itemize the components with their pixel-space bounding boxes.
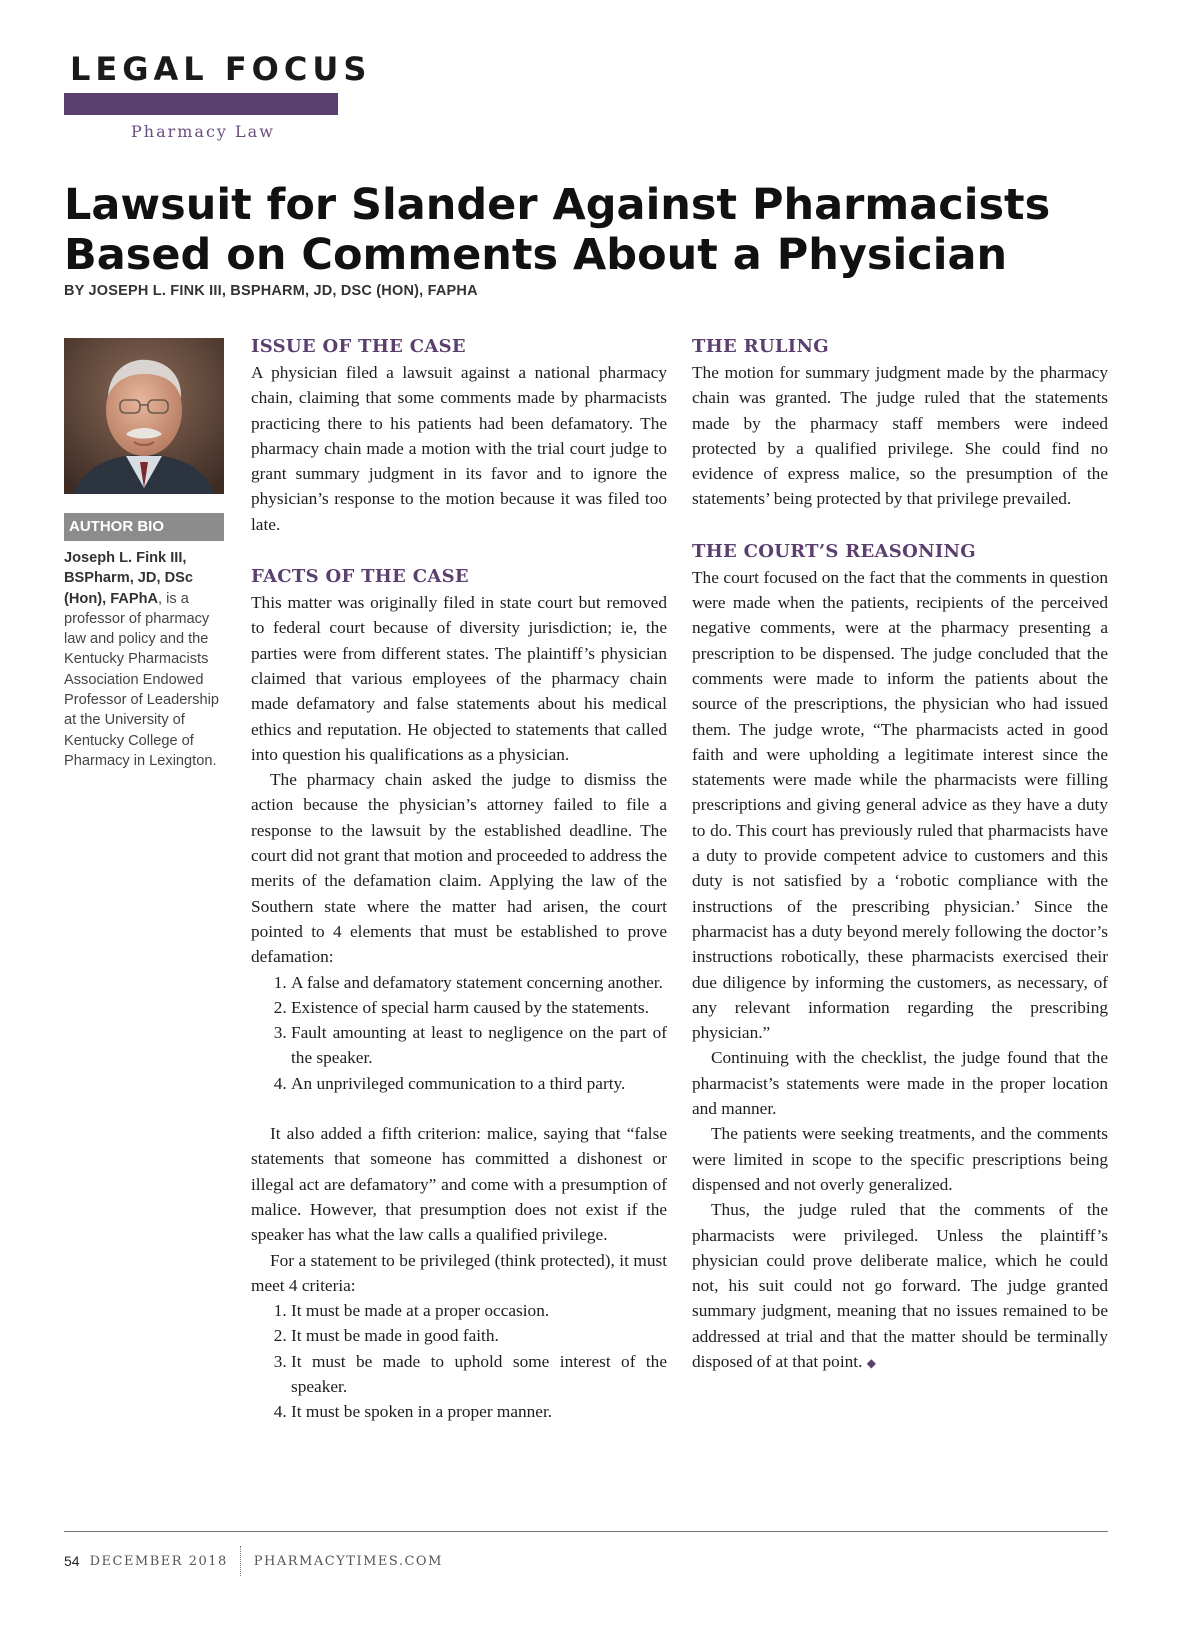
facts-heading: FACTS OF THE CASE: [251, 566, 469, 588]
reasoning-paragraph-2: Continuing with the checklist, the judge found that the pharmacist’s statements were made in the proper location and manner.: [692, 1048, 1108, 1119]
ruling-paragraph: The motion for summary judgment made by the pharmacy chain was granted. The judge ruled that the statements made by the pharmacy staff members were indeed protected by a qualified privilege. She could find no evidence of express malice, so the presumption of the statements’ being protected by that privilege prevailed.: [692, 363, 1108, 509]
author-photo: [64, 338, 224, 494]
list-item: 2. It must be made in good faith.: [291, 1323, 667, 1348]
reasoning-paragraph-4-text: Thus, the judge ruled that the comments of the pharmacists were privileged. Unless the plaintiff’s physician could prove deliberate malice, which he could not, his suit could not go forward. The judge granted summary judgment, meaning that no issues remained to be addressed at trial and that the matter should be terminally disposed of at that point.: [692, 1200, 1108, 1371]
list-item: 4. An unprivileged communication to a third party.: [291, 1071, 667, 1096]
list-item: 2. Existence of special harm caused by the statements.: [291, 995, 667, 1020]
list-item: 3. Fault amounting at least to negligence on the part of the speaker.: [291, 1020, 667, 1071]
defamation-elements-list: [251, 970, 667, 1096]
footer-rule: [64, 1531, 1108, 1532]
author-bio-heading: AUTHOR BIO: [64, 513, 224, 541]
facts-paragraph-4: For a statement to be privileged (think protected), it must meet 4 criteria:: [251, 1250, 667, 1295]
issue-paragraph: A physician filed a lawsuit against a national pharmacy chain, claiming that some comments made by pharmacists practicing there to his patients had been defamatory. The pharmacy chain made a motion with the trial court judge to grant summary judgment in its favor and to ignore the physician’s response to the motion because it was filed too late.: [251, 363, 667, 534]
issue-heading: ISSUE OF THE CASE: [251, 336, 466, 357]
article-title: Lawsuit for Slander Against Pharmacists Based on Comments About a Physician: [64, 180, 1051, 280]
privilege-criteria-list: [251, 1298, 667, 1424]
issue-date: DECEMBER 2018: [89, 1553, 228, 1569]
list-item: 1. A false and defamatory statement concerning another.: [291, 970, 667, 995]
author-name: Joseph L. Fink III, BSPharm, JD, DSc (Hon), FAPhA: [64, 550, 193, 607]
reasoning-paragraph-1: The court focused on the fact that the comments in question were made when the patients, recipients of the perceived negative comments, were at the pharmacy presenting a prescription to be dispensed. The judge concluded that the comments were made to inform the patients about the source of the prescriptions, the physician who had issued them. The judge wrote, “The pharmacists acted in good faith and were upholding a legitimate interest since the statements were made while the pharmacists were filling prescriptions and giving general advice as they have a duty to do. This court has previously ruled that pharmacists have a duty to provide competent advice to customers and this duty is not satisfied by a ‘robotic compliance with the instructions of the prescribing physician.’ Since the pharmacist has a duty beyond merely following the doctor’s instructions robotically, these pharmacists exercised their due diligence by informing the customers, as necessary, of any relevant information regarding the prescribing physician.”: [692, 567, 1108, 1043]
end-of-article-diamond-icon: ◆: [866, 1355, 876, 1370]
author-portrait-image: [64, 338, 224, 494]
page-footer: [64, 1546, 443, 1576]
article-column-right: [692, 334, 1108, 1376]
reasoning-paragraph-4: [692, 1197, 1108, 1376]
list-item: 3. It must be made to uphold some interest of the speaker.: [291, 1349, 667, 1400]
section-label: LEGAL FOCUS: [70, 50, 372, 88]
ruling-heading: THE RULING: [692, 336, 829, 357]
list-item: 1. It must be made at a proper occasion.: [291, 1298, 667, 1323]
reasoning-heading: THE COURT’S REASONING: [692, 540, 976, 562]
facts-paragraph-3: It also added a fifth criterion: malice, saying that “false statements that someone has committed a dishonest or illegal act are defamatory” and come with a presumption of malice. However, that presumption does not exist if the speaker has what the law calls a qualified privilege.: [251, 1124, 667, 1245]
website-link: PHARMACYTIMES.COM: [253, 1553, 443, 1569]
facts-paragraph-2: The pharmacy chain asked the judge to dismiss the action because the physician’s attorney failed to file a response to the lawsuit by the established deadline. The court did not grant that motion and proceeded to address the merits of the defamation claim. Applying the law of the Southern state where the matter had arisen, the court pointed to 4 elements that must be established to prove defamation:: [251, 770, 667, 967]
author-description: , is a professor of pharmacy law and policy and the Kentucky Pharmacists Association Endowed Professor of Leadership at the University of Kentucky College of Pharmacy in Lexington.: [64, 590, 219, 769]
article-byline: BY JOSEPH L. FINK III, BSPHARM, JD, DSC (HON), FAPHA: [64, 283, 478, 299]
reasoning-paragraph-3: The patients were seeking treatments, and the comments were limited in scope to the specific prescriptions being dispensed and not overly generalized.: [692, 1124, 1108, 1194]
section-accent-bar: [64, 93, 338, 115]
article-column-middle: [251, 334, 667, 1425]
footer-divider: [240, 1546, 242, 1576]
page-number: 54: [64, 1553, 80, 1569]
author-bio-text: [64, 548, 226, 771]
subsection-label: Pharmacy Law: [131, 122, 275, 141]
facts-paragraph-1: This matter was originally filed in state court but removed to federal court because of diversity jurisdiction; ie, the parties were from different states. The plaintiff’s physician claimed that various employees of the pharmacy chain made defamatory and false statements about his medical ethics and reputation. He objected to statements that called into question his qualifications as a physician.: [251, 593, 667, 764]
list-item: 4. It must be spoken in a proper manner.: [291, 1399, 667, 1424]
